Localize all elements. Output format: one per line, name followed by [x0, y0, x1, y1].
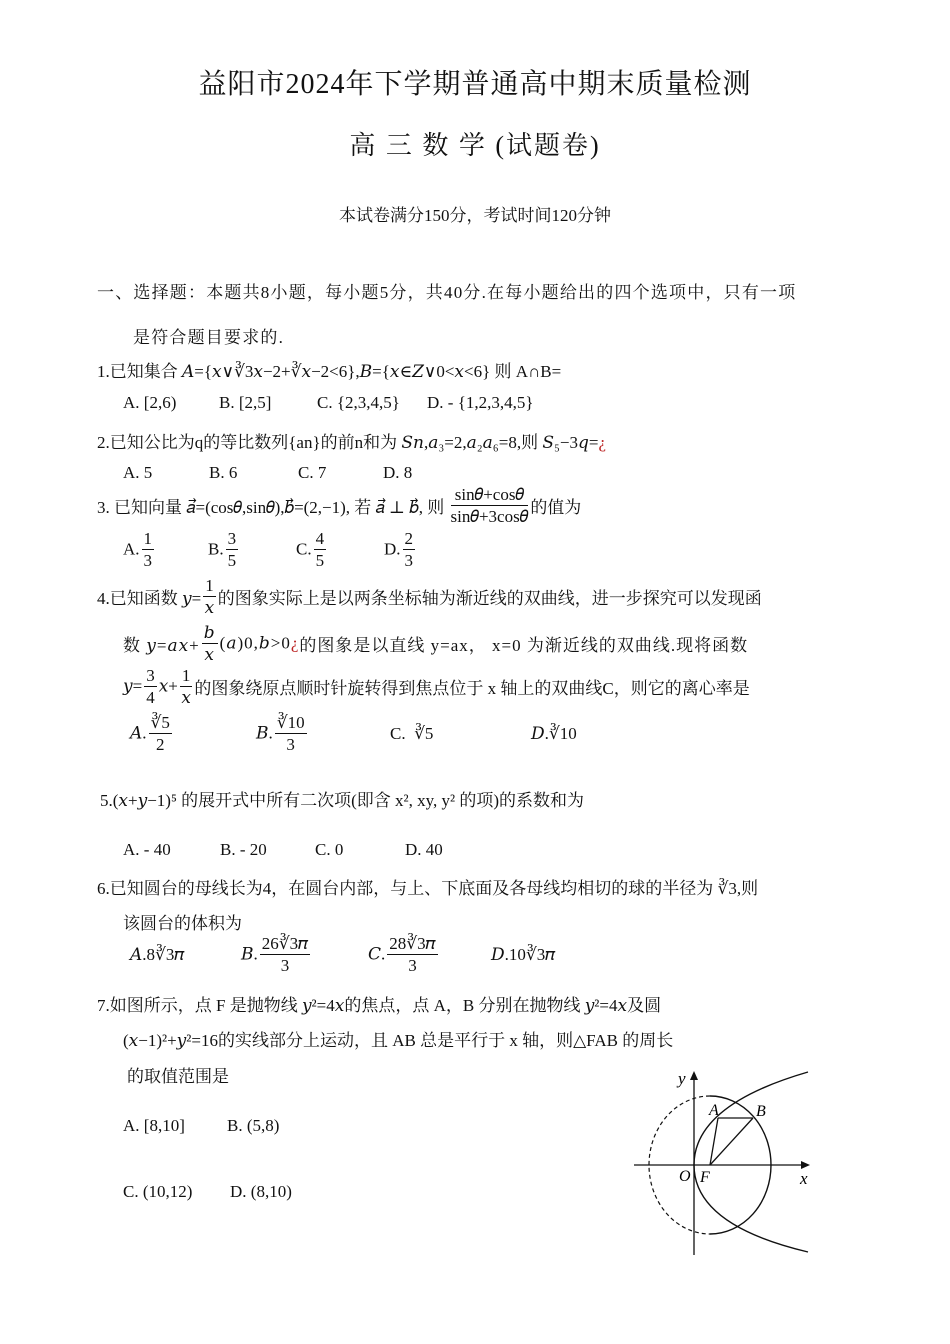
q4-options [130, 712, 577, 755]
question-3 [97, 484, 581, 527]
q2-option-c: C. 7 [298, 463, 327, 482]
section-heading: 一、选择题：本题共8小题，每小题5分，共40分.在每小题给出的四个选项中，只有一项 [97, 283, 797, 302]
q5-option-c: C. 0 [315, 840, 344, 859]
q7-option-b: B. (5,8) [227, 1116, 280, 1135]
question-6-line2: 该圆台的体积为 [123, 914, 242, 933]
q1-option-d: D. - {1,2,3,4,5} [427, 393, 534, 412]
page-title: 益阳市2024年下学期普通高中期末质量检测 [198, 69, 752, 100]
q2-option-b: B. 6 [209, 463, 238, 482]
section-heading-cont: 是符合题目要求的. [133, 328, 285, 347]
q3-options [123, 528, 417, 571]
label-a: A [709, 1102, 719, 1119]
question-7-line3: 的取值范围是 [127, 1067, 229, 1086]
q3-suffix: 的值为 [530, 498, 582, 517]
label-x: x [800, 1169, 808, 1188]
q3-fraction [451, 484, 529, 527]
q4-option-c: C. ∛5 [390, 723, 434, 743]
page-subtitle: 高 三 数 学 (试题卷) [349, 131, 601, 160]
question-4-line3: 𝑦= $\frac{3}{4}$ 𝑥+ $\frac{1}{\text{𝑥}}$ 的图象绕原点顺时针旋转得到焦点位于 x 轴上的双曲线C，则它的离心率是 [123, 666, 750, 707]
q2-option-a: A. 5 [123, 463, 153, 482]
question-5: 5.(𝑥+𝑦−1)⁵ 的展开式中所有二次项(即含 x², xy, y² 的项)的系数和为 [100, 791, 585, 810]
q5-option-a: A. - 40 [123, 840, 171, 859]
q5-option-b: B. - 20 [220, 840, 267, 859]
q3-option-b: B. $\frac{3}{5}$ [208, 529, 237, 570]
question-7-line2: (𝑥−1)²+𝑦²=16的实线部分上运动，且 AB 总是平行于 x 轴，则△FAB 的周长 [123, 1031, 674, 1050]
q6-option-c: 𝐶. $\frac{\text{28∛3𝜋}}{3}$ [368, 934, 436, 975]
q1-options [123, 393, 534, 413]
q7-option-c: C. (10,12) [123, 1182, 193, 1201]
label-y: y [678, 1069, 686, 1088]
q6-option-d: 𝐷.10∛3𝜋 [491, 944, 556, 964]
label-o: O [679, 1168, 691, 1185]
q7-figure [630, 1060, 820, 1265]
q4-option-b: 𝐵. $\frac{∛10}{3}$ [256, 713, 305, 754]
q1-option-b: B. [2,5] [219, 393, 272, 412]
question-7-line1: 7.如图所示，点 F 是抛物线 𝑦²=4𝑥的焦点，点 A，B 分别在抛物线 𝑦²=4𝑥及圆 [97, 996, 662, 1015]
q6-option-b: 𝐵. $\frac{\text{26∛3𝜋}}{3}$ [241, 934, 309, 975]
q5-option-d: D. 40 [405, 840, 443, 859]
q6-option-a: 𝐴.8∛3𝜋 [130, 944, 185, 964]
q3-option-c: C. $\frac{4}{5}$ [296, 529, 325, 570]
q5-options [123, 840, 443, 860]
q2-option-d: D. 8 [383, 463, 413, 482]
question-2 [97, 428, 606, 453]
q3-frac-num: sin𝜃+cos𝜃 [451, 484, 529, 506]
q1-option-a: A. [2,6) [123, 393, 177, 412]
q3-frac-den: sin𝜃+3cos𝜃 [450, 507, 529, 526]
q2-options [123, 463, 412, 483]
q7-option-a: A. [8,10] [123, 1116, 185, 1135]
q2-text: 2.已知公比为q的等比数列{an}的前n和为 𝑆𝑛,𝑎₃=2,𝑎₂𝑎₆=8,则 𝑆₅−3𝑞= [97, 433, 599, 452]
q3-option-a: A. $\frac{1}{3}$ [123, 529, 153, 570]
exam-info: 本试卷满分150分，考试时间120分钟 [339, 206, 611, 225]
question-1: 1.已知集合 𝐴={𝑥∨∛3𝑥−2+∛𝑥−2<6},𝐵={𝑥∈𝑍∨0<𝑥<6} 则 A∩B= [97, 362, 562, 381]
q3-option-d: D. $\frac{2}{3}$ [384, 529, 414, 570]
label-b: B [756, 1103, 766, 1120]
question-6-line1: 6.已知圆台的母线长为4，在圆台内部，与上、下底面及各母线均相切的球的半径为 ∛3,则 [97, 879, 759, 898]
q6-options [130, 933, 555, 976]
q2-mark: ¿ [598, 433, 606, 452]
x-axis-arrow [801, 1161, 810, 1169]
q3-prefix: 3. 已知向量 𝑎⃗=(cos𝜃,sin𝜃),𝑏⃗=(2,−1), 若 𝑎⃗ ⊥ 𝑏⃗, 则 [97, 498, 445, 517]
y-axis-arrow [690, 1071, 698, 1080]
label-f: F [700, 1169, 710, 1186]
question-4-line1: 4.已知函数 𝑦= $\frac{1}{\text{𝑥}}$ 的图象实际上是以两条坐标轴为渐近线的双曲线，进一步探究可以发现函 [97, 576, 762, 617]
question-4-line2: 数 𝑦=𝑎𝑥+ $\frac{\text{𝑏}}{\text{𝑥}}$ (𝑎)0,𝑏>0¿的图象是以直线 y=ax， x=0 为渐近线的双曲线.现将函数 [123, 623, 749, 664]
q4-option-d: 𝐷.∛10 [531, 723, 577, 743]
q7-option-d: D. (8,10) [230, 1182, 292, 1201]
q1-option-c: C. {2,3,4,5} [317, 393, 400, 412]
q4-option-a: 𝐴. $\frac{∛5}{2}$ [130, 713, 170, 754]
